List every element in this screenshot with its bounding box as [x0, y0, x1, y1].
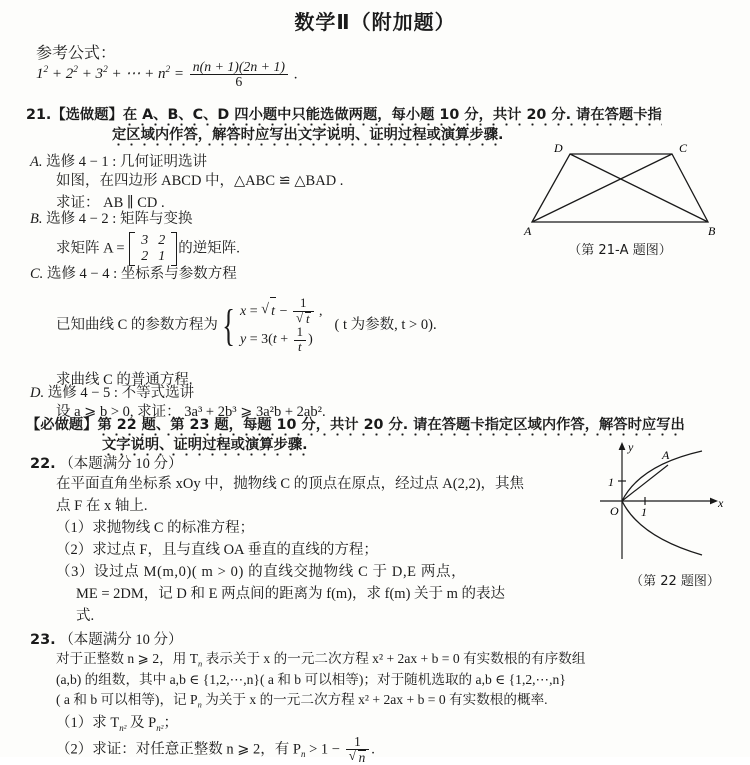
question-23-item2-post: . — [371, 741, 375, 758]
question-23-fraction — [346, 735, 370, 765]
reference-formula-fraction — [190, 60, 288, 90]
x-axis-label: x — [718, 496, 724, 510]
parabola-diagram — [600, 437, 750, 569]
reference-formula-numerator: n(n + 1)(2n + 1) — [192, 59, 285, 74]
reference-formula-label: 参考公式： — [36, 43, 117, 62]
question-23-body3-sub: n — [197, 700, 202, 711]
question-21-number: 21. — [26, 107, 52, 123]
question-22 — [30, 452, 600, 627]
question-23-item1-mid: 及 P — [126, 714, 157, 731]
page-title: 数学Ⅱ（附加题） — [294, 10, 456, 34]
question-22-item-3-cont: ME = 2DM，记 D 和 E 两点间的距离为 f(m)，求 f(m) 关于 m 的表达 — [76, 586, 506, 603]
option-b-prefix: 求矩阵 A = — [56, 240, 125, 257]
question-23-item-1 — [56, 712, 730, 735]
vertex-label-c: C — [679, 142, 688, 155]
matrix-cell-0-1: 2 — [158, 233, 166, 248]
question-21-header — [26, 104, 726, 144]
option-d-head — [30, 381, 550, 402]
y-axis-arrow — [619, 442, 626, 450]
option-c-head — [30, 262, 550, 283]
figure-22-caption: （第 22 题图） — [630, 574, 720, 589]
option-b-suffix: 的逆矩阵. — [178, 240, 240, 257]
option-d-line1: 设 a ⩾ b > 0, 求证： 3a³ + 2b³ ⩾ 3a²b + 2ab². — [56, 404, 326, 420]
question-23-score: （本题满分 10 分） — [59, 632, 183, 648]
question-23-body1-b: 表示关于 x 的一元二次方程 x² + 2ax + b = 0 有实数根的有序数组 — [202, 651, 586, 666]
y-axis-label: y — [628, 440, 634, 454]
option-a-line1: 如图，在四边形 ABCD 中，△ABC ≌ △BAD . — [56, 173, 344, 189]
required-line1-text: 第 22 题、第 23 题，每题 10 分，共计 20 分. 请在答题卡指定区域内作答，解答时应写出 — [97, 417, 685, 433]
question-22-score: （本题满分 10 分） — [59, 456, 183, 472]
question-23-body3-a: ( a 和 b 可以相等)，记 P — [56, 692, 198, 708]
question-23-body1-a: 对于正整数 n ⩾ 2，用 T — [56, 651, 199, 666]
trapezoid-outline — [532, 154, 708, 222]
reference-formula — [36, 60, 297, 90]
question-21-option-c — [30, 262, 550, 392]
diagonal-ac — [532, 154, 672, 222]
option-b-title: 选修 4 − 2 : 矩阵与变换 — [46, 211, 193, 227]
question-23-item2-pre: （2）求证：对任意正整数 n ⩾ 2，有 P — [56, 741, 301, 758]
reference-formula-denominator: 6 — [190, 74, 288, 89]
trapezoid-diagram — [512, 142, 728, 238]
question-22-head — [30, 452, 600, 473]
question-23-item2-mid: > 1 − — [305, 741, 340, 758]
option-a-title: 选修 4 − 1 : 几何证明选讲 — [46, 154, 207, 170]
option-c-title: 选修 4 − 4 : 坐标系与参数方程 — [46, 266, 237, 282]
question-23 — [30, 628, 730, 765]
question-23-body1 — [56, 649, 730, 670]
question-22-number: 22. — [30, 456, 56, 472]
question-21-line2-text: 定区域内作答，解答时应写出文字说明、证明过程或演算步骤. — [112, 127, 504, 143]
question-23-item1-post: ； — [163, 714, 178, 731]
origin-label: O — [610, 504, 619, 518]
option-a-head — [30, 150, 500, 171]
question-23-head — [30, 628, 730, 649]
question-23-body3-b: 为关于 x 的一元二次方程 x² + 2ax + b = 0 有实数根的概率. — [201, 692, 548, 708]
question-22-item-3-end: 式. — [76, 608, 95, 625]
option-c-letter: C. — [30, 266, 44, 282]
option-c-prefix: 已知曲线 C 的参数方程为 — [56, 316, 218, 333]
question-22-item-1: （1）求抛物线 C 的标准方程； — [56, 520, 255, 537]
matrix-cell-1-1: 1 — [158, 249, 166, 265]
parametric-eq-y: y = 3(t + $\frac{1}{t}$ ) — [240, 325, 313, 354]
question-23-number: 23. — [30, 632, 56, 648]
option-a-letter: A. — [30, 154, 43, 170]
question-21-option-b — [30, 207, 500, 266]
figure-21a-caption: （第 21-A 题图） — [568, 243, 672, 258]
question-23-item1-sub: n² — [119, 722, 127, 733]
y-tick-label-1: 1 — [608, 475, 614, 489]
option-b-letter: B. — [30, 211, 43, 227]
vertex-label-d: D — [554, 142, 563, 155]
question-23-frac-den: √ n — [346, 749, 370, 765]
required-tag: 【必做题】 — [26, 417, 98, 433]
question-22-body2: 点 F 在 x 轴上. — [56, 498, 148, 515]
required-line1 — [26, 414, 726, 434]
vertex-label-b: B — [708, 224, 716, 238]
option-c-condition: ( t 为参数, t > 0). — [334, 316, 437, 333]
diagonal-bd — [570, 154, 708, 222]
question-23-item2-sub: n — [300, 749, 306, 760]
question-21-tag: 【选做题】 — [51, 107, 123, 123]
question-23-frac-num: 1 — [354, 734, 361, 749]
option-d-letter: D. — [30, 385, 45, 401]
parametric-eq-x: x = √ t − 1 √ t , — [240, 297, 323, 326]
question-22-item-3: （3）设过点 M(m,0)( m > 0) 的直线交抛物线 C 于 D,E 两点， — [56, 564, 467, 581]
question-21-line1 — [26, 104, 726, 124]
figure-21a — [512, 142, 728, 258]
option-c-line2: 求曲线 C 的普通方程. — [56, 372, 193, 389]
required-line2-text: 文字说明、证明过程或演算步骤. — [102, 437, 308, 453]
x-tick-label-1: 1 — [641, 505, 647, 519]
question-21-line2 — [112, 124, 726, 144]
parametric-system — [218, 297, 323, 354]
question-23-body2: (a,b) 的组数，其中 a,b ∈ {1,2,⋯,n}( a 和 b 可以相等)；对于随机选取的 a,b ∈ {1,2,⋯,n} — [56, 672, 566, 688]
point-label-a: A — [662, 448, 670, 462]
matrix-cell-0-0: 3 — [141, 233, 149, 248]
question-23-item-2 — [56, 735, 730, 765]
x-axis-arrow — [710, 498, 718, 505]
reference-formula-lhs: $1^2 + 2^2 + 3^2$ + ⋯ + $n^2$ = — [36, 65, 184, 83]
figure-22 — [600, 437, 750, 589]
question-21-option-a — [30, 150, 500, 215]
option-a-line2: 求证： AB ∥ CD . — [56, 194, 165, 211]
question-23-body1-sub: n — [198, 658, 203, 669]
option-d-title: 选修 4 − 5 : 不等式选讲 — [47, 385, 195, 401]
vertex-label-a: A — [524, 224, 532, 238]
question-23-body3 — [56, 690, 730, 711]
option-c-parametric-row — [56, 297, 550, 354]
question-23-item1-sub2: n² — [156, 722, 164, 733]
left-brace-icon: { — [222, 300, 235, 350]
question-22-body1: 在平面直角坐标系 xOy 中，抛物线 C 的顶点在原点，经过点 A(2,2)，其焦 — [56, 476, 525, 492]
option-b-head — [30, 207, 500, 228]
question-23-item1-pre: （1）求 T — [56, 714, 120, 731]
reference-formula-period: . — [293, 66, 298, 83]
parabola-lower-branch — [622, 501, 702, 555]
line-oa — [622, 465, 668, 501]
question-22-item-2: （2）求过点 F，且与直线 OA 垂直的直线的方程； — [56, 542, 378, 559]
matrix-cell-1-0: 2 — [141, 249, 149, 265]
question-21-line1-text: 在 A、B、C、D 四小题中只能选做两题，每小题 10 分，共计 20 分. 请在答题卡指 — [122, 107, 662, 123]
